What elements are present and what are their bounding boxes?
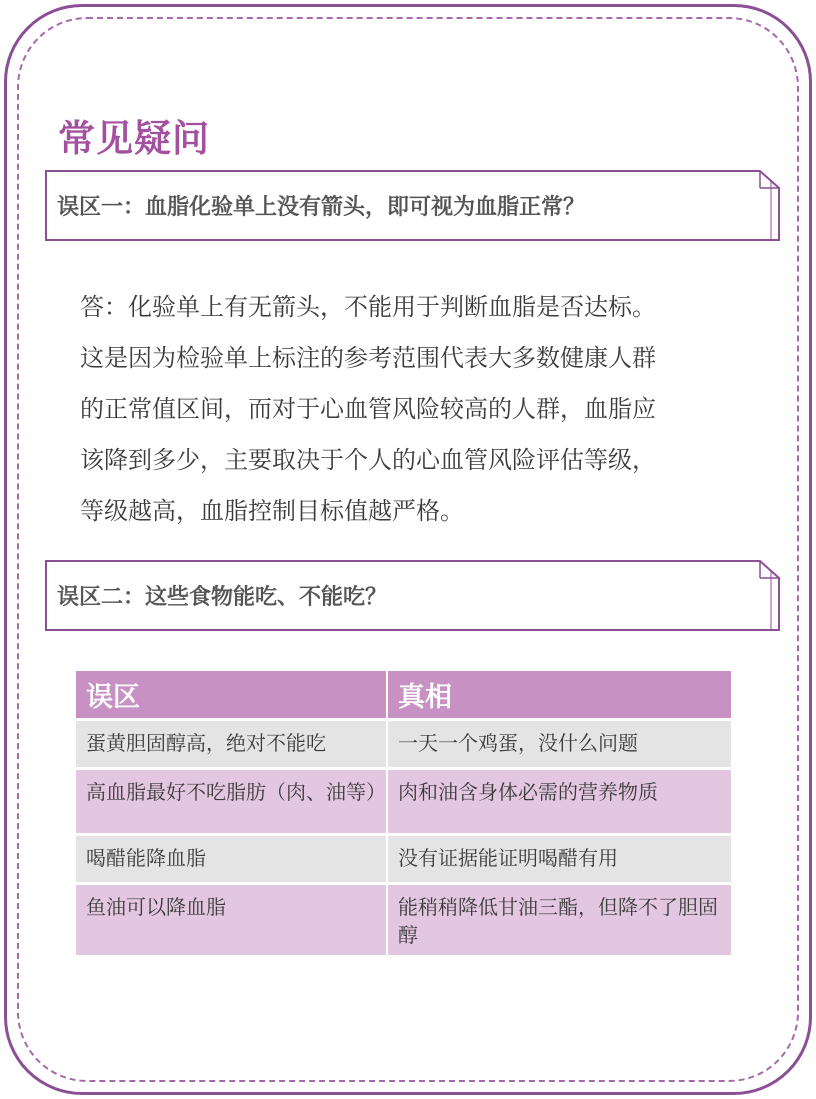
- myth-cell: 喝醋能降血脂: [76, 835, 387, 884]
- myth-cell: 蛋黄胆固醇高，绝对不能吃: [76, 720, 387, 769]
- page-title: 常见疑问: [58, 117, 210, 160]
- myth-truth-table: [76, 671, 731, 955]
- answer-line: 这是因为检验单上标注的参考范围代表大多数健康人群: [80, 344, 656, 372]
- myth-cell: 鱼油可以降血脂: [76, 884, 387, 956]
- answer-line: 的正常值区间，而对于心血管风险较高的人群，血脂应: [80, 395, 656, 423]
- truth-cell: 没有证据能证明喝醋有用: [387, 835, 731, 884]
- table-row: [76, 884, 731, 956]
- table-row: [76, 835, 731, 884]
- myth-cell: 高血脂最好不吃脂肪（肉、油等）: [76, 769, 387, 835]
- table-header-row: [76, 671, 731, 720]
- header-myth: 误区: [76, 671, 387, 720]
- answer-line: 该降到多少，主要取决于个人的心血管风险评估等级，: [80, 446, 656, 474]
- truth-cell: 肉和油含身体必需的营养物质: [387, 769, 731, 835]
- myth2-question-box: [45, 560, 780, 631]
- myth1-answer: [80, 282, 730, 537]
- myth1-question: 误区一：血脂化验单上没有箭头，即可视为血脂正常？: [57, 195, 586, 220]
- header-truth: 真相: [387, 671, 731, 720]
- answer-line: 答：化验单上有无箭头，不能用于判断血脂是否达标。: [80, 293, 656, 321]
- myth2-question: 误区二：这些食物能吃、不能吃？: [57, 585, 388, 610]
- table-row: [76, 720, 731, 769]
- truth-cell: 能稍稍降低甘油三酯，但降不了胆固醇: [387, 884, 731, 956]
- table-row: [76, 769, 731, 835]
- truth-cell: 一天一个鸡蛋，没什么问题: [387, 720, 731, 769]
- myth1-question-box: [45, 170, 780, 241]
- answer-line: 等级越高，血脂控制目标值越严格。: [80, 497, 464, 525]
